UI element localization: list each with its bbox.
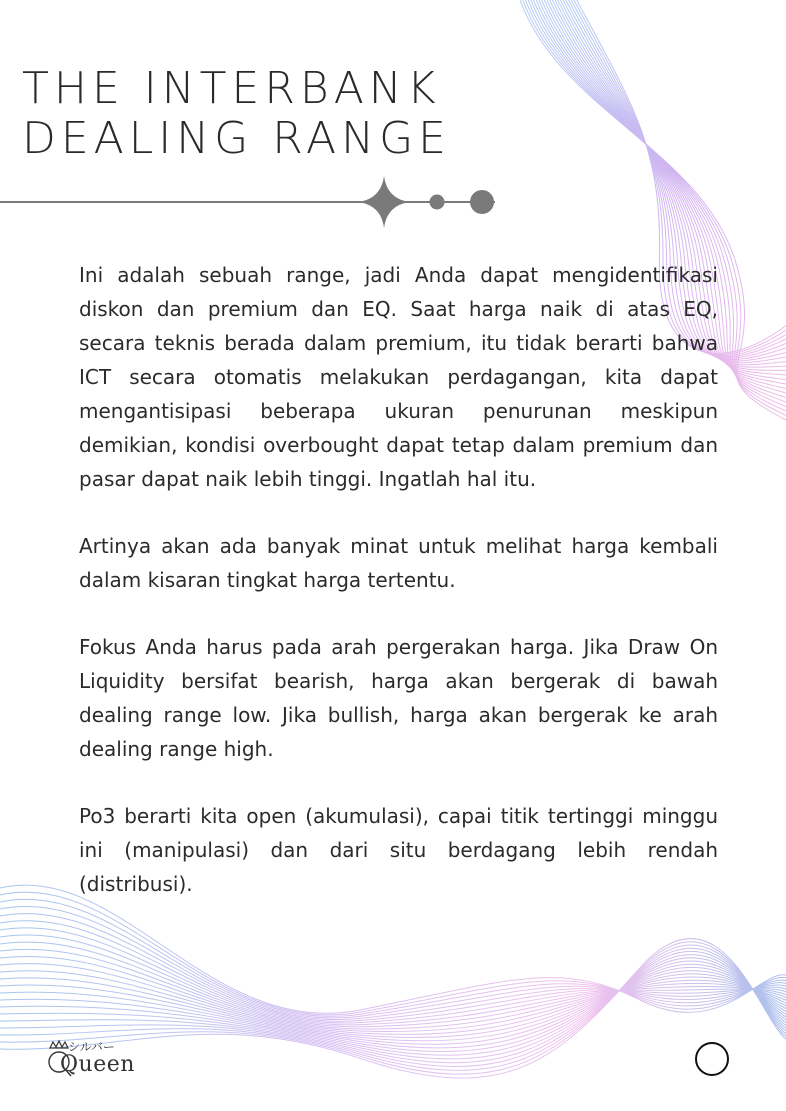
page-title	[22, 64, 451, 164]
paragraph-1: Ini adalah sebuah range, jadi Anda dapat mengidentifikasi diskon dan premium dan EQ. Saat harga naik di atas EQ, secara teknis berada dalam premium, itu tidak berarti bahwa ICT secara otomatis melakukan perdagangan, kita dapat mengantisipasi beberapa ukuran penurunan meskipun demikian, kondisi overbought dapat tetap dalam premium dan pasar dapat naik lebih tinggi. Ingatlah hal itu.	[79, 263, 718, 491]
paragraph-3: Fokus Anda harus pada arah pergerakan harga. Jika Draw On Liquidity bersifat bearish, harga akan bergerak di bawah dealing range low. Jika bullish, harga akan bergerak ke arah dealing range high.	[79, 635, 718, 761]
page-marker-circle	[695, 1042, 729, 1076]
small-dot-icon	[430, 195, 445, 210]
body-text	[79, 258, 718, 934]
title-line-2: DEALING RANGE	[22, 113, 451, 164]
paragraph-4: Po3 berarti kita open (akumulasi), capai titik tertinggi minggu ini (manipulasi) dan dari situ berdagang lebih rendah (distribusi).	[79, 804, 718, 896]
title-line-1: THE INTERBANK	[22, 63, 441, 114]
large-dot-icon	[470, 190, 494, 214]
paragraph-2: Artinya akan ada banyak minat untuk melihat harga kembali dalam kisaran tingkat harga tertentu.	[79, 534, 718, 592]
title-divider	[0, 172, 510, 232]
logo-wordmark: Queen	[60, 1052, 135, 1077]
logo-subtext: シルバー	[68, 1040, 115, 1054]
brand-logo	[44, 1036, 136, 1080]
sparkle-icon	[358, 176, 410, 228]
